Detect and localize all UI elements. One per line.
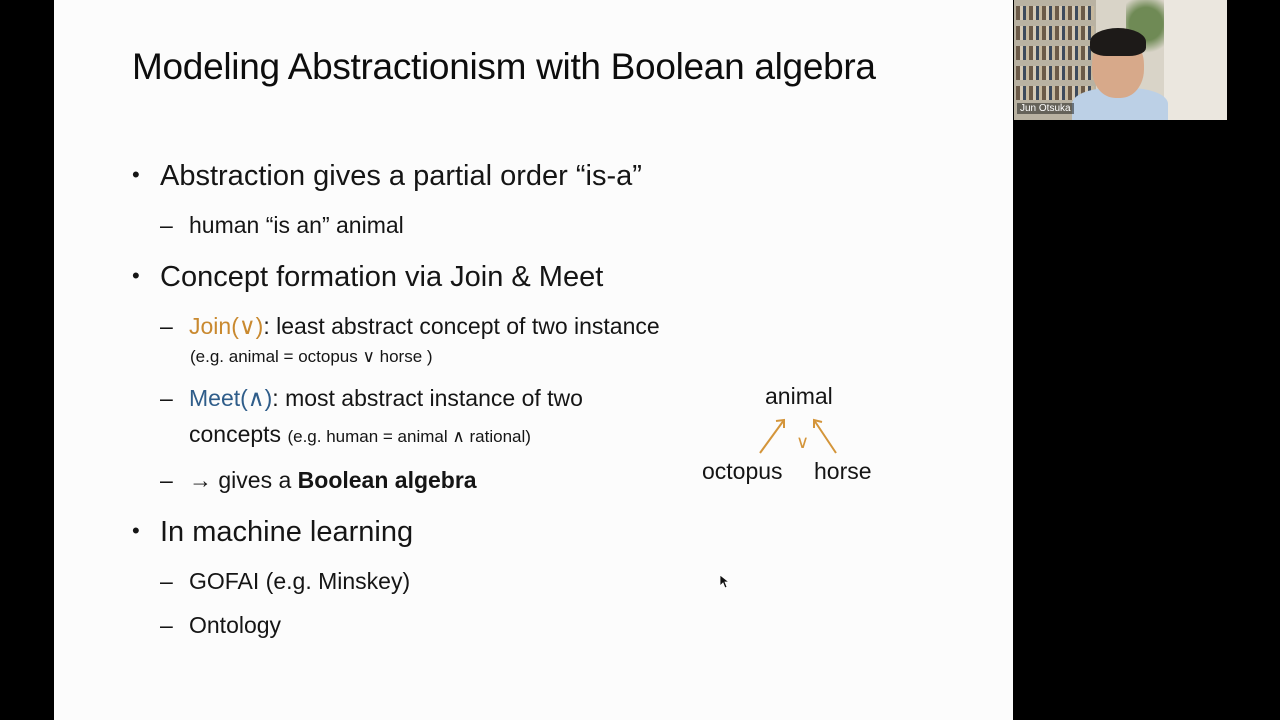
join-term: Join(∨) xyxy=(189,313,264,339)
arrow-horse-to-animal xyxy=(814,420,836,453)
slide-title: Modeling Abstractionism with Boolean algebra xyxy=(132,46,876,87)
bullet-text: Abstraction gives a partial order “is-a” xyxy=(160,160,642,192)
bullet-text: Concept formation via Join & Meet xyxy=(160,261,604,293)
join-diagram-arrows xyxy=(754,410,844,460)
boolean-algebra-text: Boolean algebra xyxy=(297,467,477,493)
join-definition: : least abstract concept of two instance xyxy=(263,313,660,339)
sub-bullet-text: GOFAI (e.g. Minskey) xyxy=(189,568,411,594)
sub-bullet-meet xyxy=(160,385,583,412)
meet-continuation xyxy=(189,421,531,448)
diagram-label-octopus: octopus xyxy=(702,458,783,484)
right-arrow-icon: → xyxy=(189,467,212,493)
sub-bullet-ontology xyxy=(160,612,281,639)
bullet-dot-icon: • xyxy=(132,162,140,187)
dash-icon: – xyxy=(160,385,173,411)
boolean-pre-text: gives a xyxy=(212,467,298,493)
dash-icon: – xyxy=(160,313,173,339)
join-symbol-icon: ∨ xyxy=(796,432,810,453)
participant-video-tile[interactable] xyxy=(1014,0,1227,120)
meet-continuation-text: concepts xyxy=(189,421,282,447)
dash-icon: – xyxy=(160,568,173,594)
participant-name-label: Jun Otsuka xyxy=(1017,103,1074,114)
sub-bullet-text: Ontology xyxy=(189,612,282,638)
sub-bullet-join xyxy=(160,313,660,340)
bullet-abstraction xyxy=(132,160,642,193)
bullet-machine-learning xyxy=(132,516,413,549)
meet-example: (e.g. human = animal ∧ rational) xyxy=(287,427,531,446)
meet-definition: : most abstract instance of two xyxy=(272,385,583,411)
sub-bullet-boolean xyxy=(160,467,477,494)
diagram-label-horse: horse xyxy=(814,458,872,484)
sub-bullet-gofai xyxy=(160,568,410,595)
dash-icon: – xyxy=(160,467,173,493)
mouse-cursor-icon xyxy=(720,575,730,589)
arrow-octopus-to-animal xyxy=(760,420,784,453)
bullet-dot-icon: • xyxy=(132,518,140,543)
presentation-slide xyxy=(54,0,1013,720)
meet-term: Meet(∧) xyxy=(189,385,273,411)
diagram-label-animal: animal xyxy=(765,383,833,409)
join-example: (e.g. animal = octopus ∨ horse ) xyxy=(190,347,433,366)
sub-bullet-is-an xyxy=(160,212,404,239)
wall-background xyxy=(1164,0,1227,120)
sub-bullet-text: human “is an” animal xyxy=(189,212,404,238)
bullet-dot-icon: • xyxy=(132,263,140,288)
bullet-text: In machine learning xyxy=(160,516,414,548)
bullet-concept-formation xyxy=(132,261,603,294)
dash-icon: – xyxy=(160,612,173,638)
dash-icon: – xyxy=(160,212,173,238)
participant-hair xyxy=(1090,28,1146,56)
